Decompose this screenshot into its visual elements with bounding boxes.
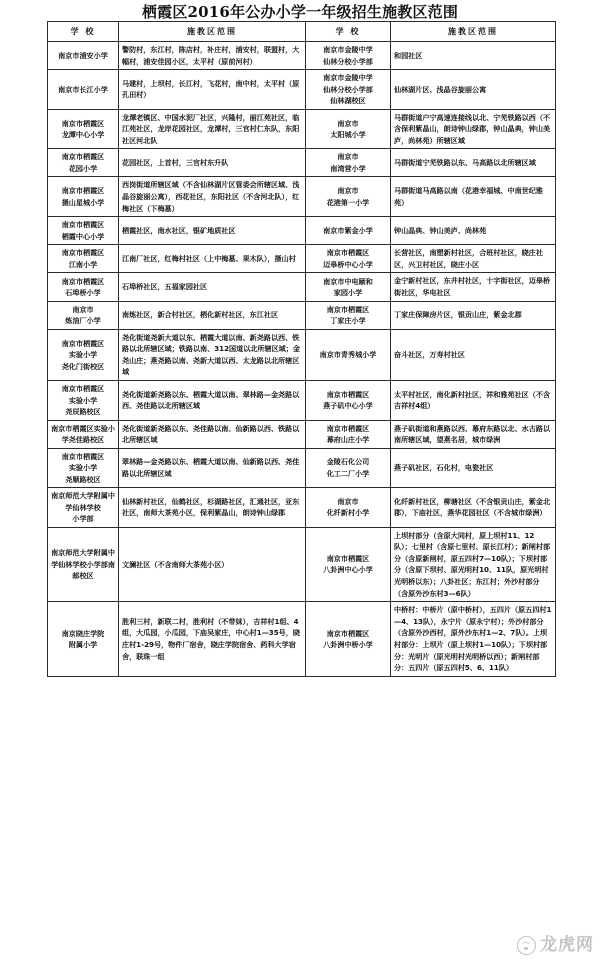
cell-range-left (119, 527, 306, 602)
cell-school-left (48, 217, 119, 245)
cell-range-right-text: 丁家庄保障房片区，银贡山庄，紫金北郡 (394, 310, 522, 320)
cell-school-right-text: 南京市栖霞区 八卦洲中心小学 (323, 553, 373, 575)
cell-range-right-text: 钟山晶典、钟山美庐、尚林苑 (394, 225, 487, 235)
cell-range-left-text: 警防村，东江村，陈店村，补庄村，浦安村，联盟村，大幅村，浦安佳园小区，太平村（原前河村） (122, 45, 300, 66)
table-row (48, 70, 556, 110)
table-row (48, 488, 556, 528)
watermark (517, 936, 594, 955)
cell-school-left (48, 488, 119, 528)
cell-school-right (306, 149, 391, 177)
header-school-left: 学 校 (48, 22, 119, 42)
cell-school-left (48, 420, 119, 448)
cell-range-left (119, 448, 306, 488)
header-range-left: 施教区范围 (119, 22, 306, 42)
table-header-row (48, 22, 556, 42)
cell-school-right (306, 381, 391, 421)
cell-range-left (119, 488, 306, 528)
cell-school-left (48, 602, 119, 677)
cell-range-left-text: 石埠桥社区，五福家园社区 (122, 282, 208, 292)
cell-school-right-text: 南京市栖霞区 幕府山庄小学 (326, 423, 370, 445)
cell-school-right-text: 南京市中电颐和 家园小学 (323, 276, 373, 298)
cell-school-left-text: 南京市栖霞区实验小 学尧佳路校区 (51, 423, 115, 445)
table-row (48, 448, 556, 488)
cell-range-right (391, 42, 556, 70)
cell-range-right-text: 马群街道宁芜铁路以东、马高路以北所辖区域 (394, 158, 536, 168)
schedule-table-container (47, 21, 555, 677)
cell-range-left (119, 602, 306, 677)
cell-school-right (306, 177, 391, 217)
cell-range-left (119, 245, 306, 273)
header-school-right: 学 校 (306, 22, 391, 42)
cell-range-right (391, 488, 556, 528)
cell-school-left-text: 南京市栖霞区 江南小学 (61, 248, 105, 269)
cell-school-left-text: 南京市栖霞区 摄山星城小学 (61, 186, 105, 207)
cell-school-left (48, 42, 119, 70)
cell-school-right (306, 109, 391, 149)
cell-school-left-text: 南京师范大学附属中 学仙林学校 小学部 (51, 491, 115, 524)
table-row (48, 329, 556, 380)
table-row (48, 42, 556, 70)
cell-range-left (119, 301, 306, 329)
cell-school-left (48, 273, 119, 301)
cell-school-right (306, 420, 391, 448)
watermark-label: 龙虎网 (540, 935, 594, 955)
cell-school-left-text: 南京市浦安小学 (58, 50, 108, 60)
cell-school-left (48, 149, 119, 177)
cell-school-left-text: 南京市长江小学 (58, 84, 108, 94)
cell-range-right (391, 381, 556, 421)
cell-range-right (391, 448, 556, 488)
table-row (48, 217, 556, 245)
cell-school-left-text: 南京师范大学附属中 学仙林学校小学部南 邮校区 (51, 548, 115, 581)
cell-school-left-text: 南京市 炼油厂小学 (65, 304, 101, 326)
table-row (48, 149, 556, 177)
cell-school-right-text: 南京市栖霞区 丁家庄小学 (326, 304, 370, 326)
table-row (48, 301, 556, 329)
table-row (48, 273, 556, 301)
cell-school-right-text: 南京市 太阳城小学 (330, 118, 366, 140)
cell-range-left (119, 420, 306, 448)
cell-range-left (119, 273, 306, 301)
cell-school-left (48, 177, 119, 217)
cell-school-left (48, 381, 119, 421)
cell-school-right (306, 329, 391, 380)
cell-school-left-text: 南京市栖霞区 花园小学 (61, 152, 105, 173)
cell-school-right (306, 527, 391, 602)
table-row (48, 381, 556, 421)
cell-school-left (48, 109, 119, 149)
cell-range-left-text: 文澜社区（不含南师大茶苑小区） (122, 559, 229, 569)
cell-school-left-text: 南京市栖霞区 石埠桥小学 (61, 276, 105, 298)
cell-range-left (119, 217, 306, 245)
cell-school-right-text: 南京市金陵中学 仙林分校小学部 仙林湖校区 (323, 73, 373, 106)
cell-range-left-text: 龙潭老镇区、中国水泥厂社区，兴隆村，丽江苑社区，临江苑社区，龙岸花园社区，龙潭村，三官村仁东队，东阳社区河北队 (122, 112, 300, 145)
cell-school-right-text: 金陵石化公司 化工二厂小学 (326, 457, 370, 478)
cell-range-right (391, 70, 556, 110)
cell-range-left (119, 42, 306, 70)
cell-range-right (391, 149, 556, 177)
cell-range-right (391, 420, 556, 448)
cell-range-right (391, 273, 556, 301)
cell-range-right-text: 太平村社区，南化新村社区，祥和雅苑社区（不含吉祥村4组） (394, 389, 551, 411)
cell-range-left (119, 109, 306, 149)
table-row (48, 602, 556, 677)
school-catchment-table (47, 21, 556, 677)
cell-school-right-text: 南京市青秀城小学 (319, 350, 377, 360)
cell-range-right (391, 329, 556, 380)
cell-school-left-text: 南京市栖霞区 实验小学 尧化门街校区 (61, 338, 105, 371)
cell-range-right-text: 化纤新村社区，柳塘社区（不含银贡山庄，紫金北郡），下庙社区，燕华花园社区（不含城市绿洲） (394, 496, 551, 518)
table-row (48, 245, 556, 273)
cell-school-right (306, 42, 391, 70)
cell-range-left-text: 江南厂社区，红梅村社区（上中梅墓、果木队），摄山村 (122, 254, 296, 264)
cell-school-right (306, 488, 391, 528)
cell-school-right-text: 南京市紫金小学 (323, 226, 373, 235)
cell-school-left (48, 70, 119, 110)
cell-range-right-text: 奋斗社区，万寿村社区 (394, 350, 465, 360)
cell-school-left-text: 南京市栖霞区 实验小学 尧辰路校区 (61, 384, 105, 416)
cell-school-right (306, 602, 391, 677)
cell-range-left-text: 尧化街道新尧路以东、栖霞大道以南、翠林路—金尧路以西、尧佳路以北所辖区域 (122, 389, 300, 411)
cell-school-left (48, 329, 119, 380)
cell-school-right-text: 南京市金陵中学 仙林分校小学部 (323, 45, 373, 66)
cell-school-right-text: 南京市栖霞区 迈皋桥中心小学 (323, 248, 373, 269)
cell-school-left-text: 南京市栖霞区 龙潭中心小学 (61, 118, 105, 140)
cell-range-right-text: 中桥村：中桥片（原中桥村），五四片（原五四村1—4、13队），永宁片（原永宁村）；外沙村部分（含原外沙西村，原外沙东村1—2、7队）。上坝村部分：上坝片（原上坝村1—10队）；下坝村部分：光明片（原光明村光明桥以西）；新闸村部分：五四片（原五四村5、6、11队） (394, 605, 552, 673)
cell-school-right (306, 448, 391, 488)
table-row (48, 420, 556, 448)
cell-school-left (48, 245, 119, 273)
cell-range-right (391, 109, 556, 149)
cell-range-left-text: 花园社区，上首村，三官村东升队 (122, 158, 229, 168)
cell-school-right-text: 南京市 花港第一小学 (326, 186, 370, 207)
cell-school-left (48, 448, 119, 488)
circle-face-icon (517, 936, 536, 955)
header-range-right: 施教区范围 (391, 22, 556, 42)
cell-range-left-text: 马建村，上坝村，长江村，飞花村，南中村，太平村（原孔田村） (122, 78, 300, 100)
cell-range-left-text: 尧化街道尧新大道以东、栖霞大道以南、新尧路以西、铁路以北所辖区域；铁路以南、312国道以北所辖区域；金尧山庄；燕尧路以南、尧新大道以西、太龙路以北所辖区域 (122, 332, 300, 377)
cell-range-left-text: 翠林路—金尧路以东、栖霞大道以南、仙新路以西、尧佳路以北所辖区域 (122, 457, 300, 478)
cell-range-right-text: 和园社区 (394, 50, 423, 60)
cell-school-left-text: 南京晓庄学院 附属小学 (61, 628, 105, 650)
cell-range-left-text: 南炼社区，新合村社区，栖化新村社区，东江社区 (122, 310, 279, 320)
cell-school-left-text: 南京市栖霞区 实验小学 尧顺路校区 (61, 451, 105, 484)
cell-school-left-text: 南京市栖霞区 栖霞中心小学 (61, 220, 105, 241)
cell-range-right-text: 长营社区，南塑新村社区，合班村社区，晓庄社区，兴卫村社区，晓庄小区 (394, 248, 543, 269)
table-body (48, 42, 556, 677)
cell-school-right-text: 南京市 化纤新村小学 (326, 496, 370, 518)
cell-range-left-text: 胜利三村，新联二村，胜利村（不带妹），吉祥村1组、4组，大瓜园，小瓜园，下庙吴家庄，中心村1—35号，晓庄村1-29号，物件厂宿舍，晓庄学院宿舍、药科大学宿舍，联珠一组 (122, 616, 300, 661)
cell-range-left-text: 仙林新村社区，仙鹤社区，杉湖路社区，汇通社区，亚东社区，南师大茶苑小区，保利紫晶山，朗诗钟山绿郡 (122, 496, 300, 518)
cell-range-left (119, 381, 306, 421)
cell-range-right-text: 马群街道马高路以南（花港幸福城、中南世纪雅苑） (394, 186, 543, 207)
cell-range-left (119, 177, 306, 217)
table-row (48, 527, 556, 602)
cell-school-right (306, 273, 391, 301)
cell-range-left (119, 70, 306, 110)
cell-range-right-text: 仙林湖片区、浅晶谷旋丽公寓 (394, 84, 487, 94)
cell-range-right-text: 上坝村部分（含原大同村，原上坝村11、12队）；七里村（含原七里村、原长江村）；新闸村部分（含原新闸村，原五四村7—10队）；下坝村部分（含原下坝村、原光明村10、11队，原光明村光明桥以东）；八卦社区；东江村；外沙村部分（含原外沙东村3—6队） (394, 530, 551, 598)
cell-range-right (391, 177, 556, 217)
cell-school-right (306, 245, 391, 273)
table-row (48, 177, 556, 217)
cell-range-right (391, 527, 556, 602)
cell-school-right-text: 南京市栖霞区 燕子矶中心小学 (323, 389, 373, 411)
cell-range-right-text: 燕子矶街道和燕路以西、幕府东路以北、水古路以南所辖区域，望燕名居，城市绿洲 (394, 423, 551, 445)
cell-range-right-text: 马群街道户宁高速连接线以北、宁芜铁路以西（不含保利紫晶山，朗诗钟山绿郡，钟山晶典，钟山美庐，尚林苑）所辖区域 (394, 112, 551, 145)
cell-school-right-text: 南京市 南湾营小学 (330, 152, 366, 173)
cell-range-right-text: 金宁新村社区，东井村社区，十字街社区，迈皋桥街社区，华电社区 (394, 276, 551, 298)
cell-school-right (306, 217, 391, 245)
cell-school-right-text: 南京市栖霞区 八卦洲中桥小学 (323, 628, 373, 650)
cell-range-right-text: 燕子矶社区，石化村，电瓷社区 (394, 463, 494, 473)
cell-school-right (306, 70, 391, 110)
page-title: 栖霞区2016年公办小学一年级招生施教区范围 (141, 3, 459, 21)
cell-range-right (391, 217, 556, 245)
cell-range-left-text: 尧化街道新尧路以东、尧佳路以南、仙新路以西、铁路以北所辖区域 (122, 423, 300, 445)
cell-range-right (391, 602, 556, 677)
cell-school-left (48, 301, 119, 329)
cell-range-left-text: 西岗街道所辖区域（不含仙林湖片区管委会所辖区域、浅晶谷旋丽公寓），西花社区，东阳社区（不含河北队），红梅社区（下梅墓） (122, 180, 300, 213)
cell-range-left (119, 149, 306, 177)
cell-range-left-text: 栖霞社区，南水社区，银矿地质社区 (122, 225, 236, 235)
cell-school-right (306, 301, 391, 329)
cell-range-left (119, 329, 306, 380)
cell-range-right (391, 245, 556, 273)
cell-school-left (48, 527, 119, 602)
cell-range-right (391, 301, 556, 329)
table-row (48, 109, 556, 149)
